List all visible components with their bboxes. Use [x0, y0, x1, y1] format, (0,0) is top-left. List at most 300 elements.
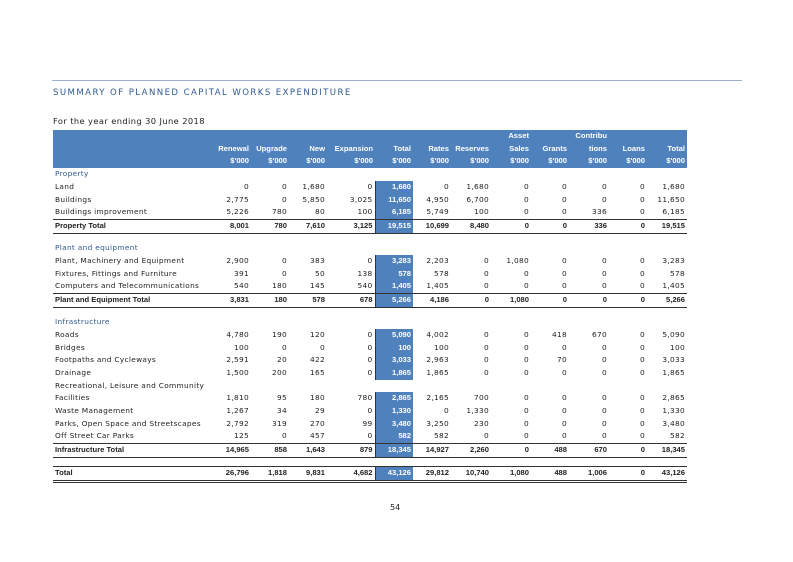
table-cell: 0	[609, 206, 647, 219]
row-label: Off Street Car Parks	[53, 430, 213, 443]
section-heading-row	[53, 242, 687, 255]
row-label: Recreational, Leisure and Community	[55, 380, 205, 390]
table-cell: 3,025	[327, 194, 375, 207]
table-cell: 0	[523, 181, 529, 191]
table-cell: 0	[327, 354, 375, 367]
table-cell: 488	[531, 466, 569, 481]
table-cell: 0	[601, 418, 607, 428]
table-cell: 0	[327, 181, 375, 194]
section-heading: Infrastructure	[55, 317, 110, 327]
table-cell: 50	[314, 268, 325, 278]
table-cell: 457	[289, 430, 327, 443]
table-cell: 0	[491, 430, 531, 443]
column-header: $'000	[289, 155, 327, 168]
table-cell: 2,260	[451, 444, 491, 458]
table-cell: 0	[601, 194, 607, 204]
table-cell: 0	[601, 367, 607, 377]
table-cell: 0	[523, 268, 529, 278]
table-cell: 2,165	[426, 393, 449, 403]
table-cell: 0	[561, 194, 567, 204]
table-cell: 8,001	[213, 219, 251, 233]
table-cell: 0	[483, 367, 489, 377]
table-cell: 0	[609, 444, 647, 458]
table-cell: 0	[609, 466, 647, 481]
column-header: $'000	[375, 155, 413, 168]
column-header: Asset	[491, 130, 531, 143]
subtotal-row	[53, 219, 687, 233]
table-cell: 0	[639, 342, 645, 352]
table-cell: 125	[213, 430, 251, 443]
row-label: Infrastructure Total	[53, 444, 213, 458]
table-cell: 1,080	[506, 255, 529, 265]
table-row	[53, 430, 687, 443]
table-cell: 19,515	[375, 219, 413, 233]
table-cell: 0	[327, 329, 375, 342]
table-cell: 678	[327, 293, 375, 307]
table-cell: 2,900	[226, 255, 249, 265]
table-cell: 0	[327, 367, 375, 380]
table-cell: 1,865	[375, 367, 413, 380]
table-cell: 190	[271, 329, 287, 339]
table-cell: 3,033	[662, 355, 685, 365]
column-header	[531, 130, 569, 143]
column-header	[375, 130, 413, 143]
column-header: Loans	[609, 143, 647, 156]
table-cell: 336	[569, 206, 609, 219]
table-cell: 0	[639, 268, 645, 278]
table-cell: 43,126	[647, 466, 687, 481]
table-cell: 582	[413, 430, 451, 443]
column-header: Reserves	[451, 143, 491, 156]
table-cell: 0	[601, 393, 607, 403]
table-cell: 0	[601, 355, 607, 365]
table-cell: 100	[233, 342, 249, 352]
column-header: $'000	[609, 155, 647, 168]
table-row	[53, 329, 687, 342]
table-cell: 70	[556, 355, 567, 365]
table-cell: 5,090	[662, 329, 685, 339]
table-cell: 18,345	[375, 444, 413, 458]
table-cell: 0	[483, 355, 489, 365]
table-cell: 2,792	[226, 418, 249, 428]
column-header	[53, 143, 213, 156]
table-row	[53, 418, 687, 431]
table-cell: 138	[327, 268, 375, 281]
table-cell: 100	[451, 206, 491, 219]
table-cell: 1,680	[466, 181, 489, 191]
table-row	[53, 280, 687, 293]
table-cell: 5,850	[302, 194, 325, 204]
table-cell: 488	[531, 444, 569, 458]
table-cell: 200	[271, 367, 287, 377]
table-row	[53, 405, 687, 418]
table-cell: 1,330	[662, 406, 685, 416]
table-cell: 0	[639, 329, 645, 339]
table-cell: 0	[523, 418, 529, 428]
table-row	[53, 181, 687, 194]
table-cell: 2,775	[226, 194, 249, 204]
table-cell: 34	[276, 406, 287, 416]
table-cell: 0	[561, 268, 567, 278]
table-cell: 0	[251, 430, 289, 443]
table-cell: 0	[491, 206, 531, 219]
table-cell: 0	[491, 219, 531, 233]
table-cell: 0	[601, 181, 607, 191]
table-cell: 230	[473, 418, 489, 428]
table-cell: 0	[639, 406, 645, 416]
section-heading: Plant and equipment	[55, 243, 138, 253]
table-cell: 270	[309, 418, 325, 428]
table-cell: 10,740	[451, 466, 491, 481]
table-cell: 29,812	[413, 466, 451, 481]
column-header: Grants	[531, 143, 569, 156]
spacer-row	[53, 233, 687, 242]
column-header	[451, 130, 491, 143]
column-header: New	[289, 143, 327, 156]
table-cell: 0	[281, 181, 287, 191]
table-cell: 43,126	[375, 466, 413, 481]
grand-total-row	[53, 466, 687, 481]
table-cell: 100	[433, 342, 449, 352]
table-cell: 0	[639, 255, 645, 265]
table-cell: 99	[327, 418, 375, 431]
table-cell: 700	[473, 393, 489, 403]
column-header: $'000	[531, 155, 569, 168]
table-cell: 336	[569, 219, 609, 233]
table-cell: 1,405	[413, 280, 451, 293]
table-cell: 10,699	[413, 219, 451, 233]
table-cell: 2,203	[426, 255, 449, 265]
table-cell: 0	[601, 268, 607, 278]
table-cell: 582	[647, 430, 687, 443]
table-cell: 0	[639, 367, 645, 377]
table-cell: 0	[319, 342, 325, 352]
table-cell: 1,680	[375, 181, 413, 194]
table-cell: 2,963	[426, 355, 449, 365]
table-cell: 4,780	[226, 329, 249, 339]
table-cell: 3,033	[375, 354, 413, 367]
table-cell: 0	[601, 255, 607, 265]
row-label: Computers and Telecommunications	[53, 280, 213, 293]
table-cell: 0	[327, 342, 375, 355]
table-cell: 180	[251, 293, 289, 307]
table-cell: 879	[327, 444, 375, 458]
table-cell: 0	[523, 194, 529, 204]
table-cell: 540	[213, 280, 251, 293]
table-cell: 4,002	[426, 329, 449, 339]
table-cell: 3,250	[426, 418, 449, 428]
table-cell: 0	[451, 280, 491, 293]
table-cell: 540	[327, 280, 375, 293]
table-cell: 100	[327, 206, 375, 219]
table-row	[53, 268, 687, 281]
table-cell: 1,680	[662, 181, 685, 191]
table-cell: 3,283	[662, 255, 685, 265]
table-cell: 20	[276, 355, 287, 365]
table-cell: 0	[523, 393, 529, 403]
table-cell: 3,283	[375, 255, 413, 268]
table-cell: 0	[569, 430, 609, 443]
table-cell: 1,865	[426, 367, 449, 377]
row-label: Land	[55, 181, 75, 191]
section-heading-row	[53, 316, 687, 329]
table-cell: 0	[281, 255, 287, 265]
table-cell: 6,185	[647, 206, 687, 219]
column-header	[609, 130, 647, 143]
table-cell: 2,865	[375, 392, 413, 405]
table-cell: 0	[281, 342, 287, 352]
row-label: Fixtures, Fittings and Furniture	[55, 268, 177, 278]
column-header: Total	[375, 143, 413, 156]
table-body	[53, 168, 687, 481]
table-cell: 19,515	[647, 219, 687, 233]
page-number: 54	[390, 503, 401, 512]
table-cell: 0	[491, 280, 531, 293]
table-cell: 18,345	[647, 444, 687, 458]
page-title: SUMMARY OF PLANNED CAPITAL WORKS EXPENDITURE	[53, 88, 352, 98]
table-cell: 1,818	[251, 466, 289, 481]
table-cell: 5,090	[375, 329, 413, 342]
table-cell: 4,950	[426, 194, 449, 204]
table-cell: 1,500	[226, 367, 249, 377]
table-cell: 1,810	[226, 393, 249, 403]
table-cell: 0	[483, 255, 489, 265]
table-cell: 319	[271, 418, 287, 428]
table-cell: 14,927	[413, 444, 451, 458]
table-cell: 582	[375, 430, 413, 443]
table-cell: 1,330	[375, 405, 413, 418]
label-row	[53, 380, 687, 393]
row-label: Total	[53, 466, 213, 481]
row-label: Plant and Equipment Total	[53, 293, 213, 307]
table-cell: 11,650	[657, 194, 685, 204]
table-cell: 6,700	[466, 194, 489, 204]
table-cell: 0	[609, 219, 647, 233]
table-cell: 0	[523, 355, 529, 365]
table-cell: 1,080	[491, 466, 531, 481]
table-row	[53, 354, 687, 367]
section-heading-row	[53, 168, 687, 181]
row-label: Bridges	[55, 342, 86, 352]
table-cell: 4,186	[413, 293, 451, 307]
table-cell: 0	[609, 293, 647, 307]
section-heading: Property	[55, 169, 89, 179]
row-label: Parks, Open Space and Streetscapes	[55, 418, 201, 428]
table-cell: 26,796	[213, 466, 251, 481]
table-cell: 0	[569, 280, 609, 293]
column-header	[327, 130, 375, 143]
table-row	[53, 194, 687, 207]
column-header: $'000	[251, 155, 289, 168]
table-cell: 0	[601, 406, 607, 416]
header-row	[53, 130, 687, 143]
table-cell: 0	[531, 293, 569, 307]
subtotal-row	[53, 444, 687, 458]
column-header: tions	[569, 143, 609, 156]
table-cell: 0	[327, 255, 375, 268]
column-header: Total	[647, 143, 687, 156]
table-cell: 1,080	[491, 293, 531, 307]
column-header: $'000	[413, 155, 451, 168]
column-header: $'000	[327, 155, 375, 168]
table-cell: 578	[433, 268, 449, 278]
table-cell: 3,480	[375, 418, 413, 431]
table-cell: 0	[561, 342, 567, 352]
column-header: Renewal	[213, 143, 251, 156]
table-row	[53, 392, 687, 405]
subtotal-row	[53, 293, 687, 307]
table-cell: 1,330	[466, 406, 489, 416]
table-cell: 383	[309, 255, 325, 265]
column-header	[213, 130, 251, 143]
table-cell: 670	[569, 444, 609, 458]
spacer-cell	[53, 307, 687, 316]
spacer-row	[53, 457, 687, 466]
table-cell: 0	[523, 329, 529, 339]
table-cell: 0	[561, 255, 567, 265]
table-cell: 0	[281, 268, 287, 278]
table-cell: 0	[483, 342, 489, 352]
table-cell: 80	[289, 206, 327, 219]
table-cell: 145	[289, 280, 327, 293]
spacer-row	[53, 307, 687, 316]
column-header	[413, 130, 451, 143]
table-cell: 5,749	[413, 206, 451, 219]
table-cell: 0	[523, 342, 529, 352]
row-label: Roads	[55, 329, 79, 339]
table-cell: 0	[639, 393, 645, 403]
table-cell: 5,266	[647, 293, 687, 307]
table-cell: 422	[309, 355, 325, 365]
column-header: $'000	[213, 155, 251, 168]
table-cell: 3,480	[662, 418, 685, 428]
table-cell: 0	[491, 444, 531, 458]
table-cell: 5,226	[213, 206, 251, 219]
table-cell: 8,480	[451, 219, 491, 233]
table-cell: 6,185	[375, 206, 413, 219]
table-cell: 5,266	[375, 293, 413, 307]
table-cell: 578	[289, 293, 327, 307]
table-header	[53, 130, 687, 168]
table-cell: 670	[591, 329, 607, 339]
table-cell: 0	[531, 219, 569, 233]
table-cell: 1,643	[289, 444, 327, 458]
table-cell: 0	[327, 405, 375, 418]
table-cell: 0	[281, 194, 287, 204]
column-header	[53, 155, 213, 168]
table-cell: 0	[639, 355, 645, 365]
table-cell: 0	[569, 293, 609, 307]
table-cell: 0	[531, 430, 569, 443]
column-header: $'000	[569, 155, 609, 168]
table-cell: 578	[375, 268, 413, 281]
table-cell: 95	[276, 393, 287, 403]
table-cell: 1,405	[647, 280, 687, 293]
row-label: Property Total	[53, 219, 213, 233]
header-row	[53, 143, 687, 156]
table-cell: 0	[531, 206, 569, 219]
row-label: Footpaths and Cycleways	[55, 355, 157, 365]
table-row	[53, 255, 687, 268]
row-label: Buildings improvement	[53, 206, 213, 219]
table-cell: 578	[669, 268, 685, 278]
spacer-cell	[53, 233, 687, 242]
top-rule	[52, 80, 742, 81]
table-cell: 3,831	[213, 293, 251, 307]
table-cell: 4,682	[327, 466, 375, 481]
table-cell: 100	[375, 342, 413, 355]
table-cell: 180	[251, 280, 289, 293]
table-cell: 9,831	[289, 466, 327, 481]
table-cell: 0	[601, 342, 607, 352]
table-cell: 29	[314, 406, 325, 416]
row-label: Buildings	[55, 194, 92, 204]
row-label: Waste Management	[55, 406, 134, 416]
table-cell: 0	[561, 181, 567, 191]
table-cell: 0	[443, 181, 449, 191]
table-cell: 1,865	[662, 367, 685, 377]
capital-works-table	[53, 130, 687, 483]
table-cell: 780	[251, 219, 289, 233]
column-header: Contribu	[569, 130, 609, 143]
table-cell: 0	[561, 406, 567, 416]
column-header	[647, 130, 687, 143]
table-cell: 165	[309, 367, 325, 377]
table-cell: 1,680	[302, 181, 325, 191]
table-cell: 2,865	[662, 393, 685, 403]
page-subtitle: For the year ending 30 June 2018	[53, 116, 205, 126]
table-cell: 0	[327, 430, 375, 443]
table-cell: 1,405	[375, 280, 413, 293]
table-cell: 0	[639, 418, 645, 428]
table-cell: 1,267	[226, 406, 249, 416]
table-cell: 0	[561, 367, 567, 377]
table-cell: 0	[523, 406, 529, 416]
table-cell: 0	[639, 181, 645, 191]
table-cell: 0	[483, 329, 489, 339]
table-row	[53, 206, 687, 219]
table-cell: 0	[609, 280, 647, 293]
table-cell: 7,610	[289, 219, 327, 233]
row-label: Facilities	[55, 393, 90, 403]
column-header: Sales	[491, 143, 531, 156]
table-cell: 418	[551, 329, 567, 339]
table-cell: 2,591	[226, 355, 249, 365]
table-cell: 120	[309, 329, 325, 339]
row-label: Plant, Machinery and Equipment	[55, 255, 185, 265]
column-header	[289, 130, 327, 143]
table-cell: 3,125	[327, 219, 375, 233]
column-header	[251, 130, 289, 143]
table-cell: 858	[251, 444, 289, 458]
table-cell: 0	[639, 194, 645, 204]
table-cell: 0	[523, 367, 529, 377]
table-cell: 391	[233, 268, 249, 278]
table-cell: 0	[443, 406, 449, 416]
table-cell: 14,965	[213, 444, 251, 458]
table-cell: 0	[451, 430, 491, 443]
table-cell: 180	[309, 393, 325, 403]
table-cell: 100	[669, 342, 685, 352]
column-header	[53, 130, 213, 143]
column-header: Upgrade	[251, 143, 289, 156]
row-label: Drainage	[55, 367, 92, 377]
column-header: $'000	[451, 155, 491, 168]
table-cell: 0	[531, 280, 569, 293]
table-cell: 0	[609, 430, 647, 443]
column-header: $'000	[647, 155, 687, 168]
column-header: Rates	[413, 143, 451, 156]
